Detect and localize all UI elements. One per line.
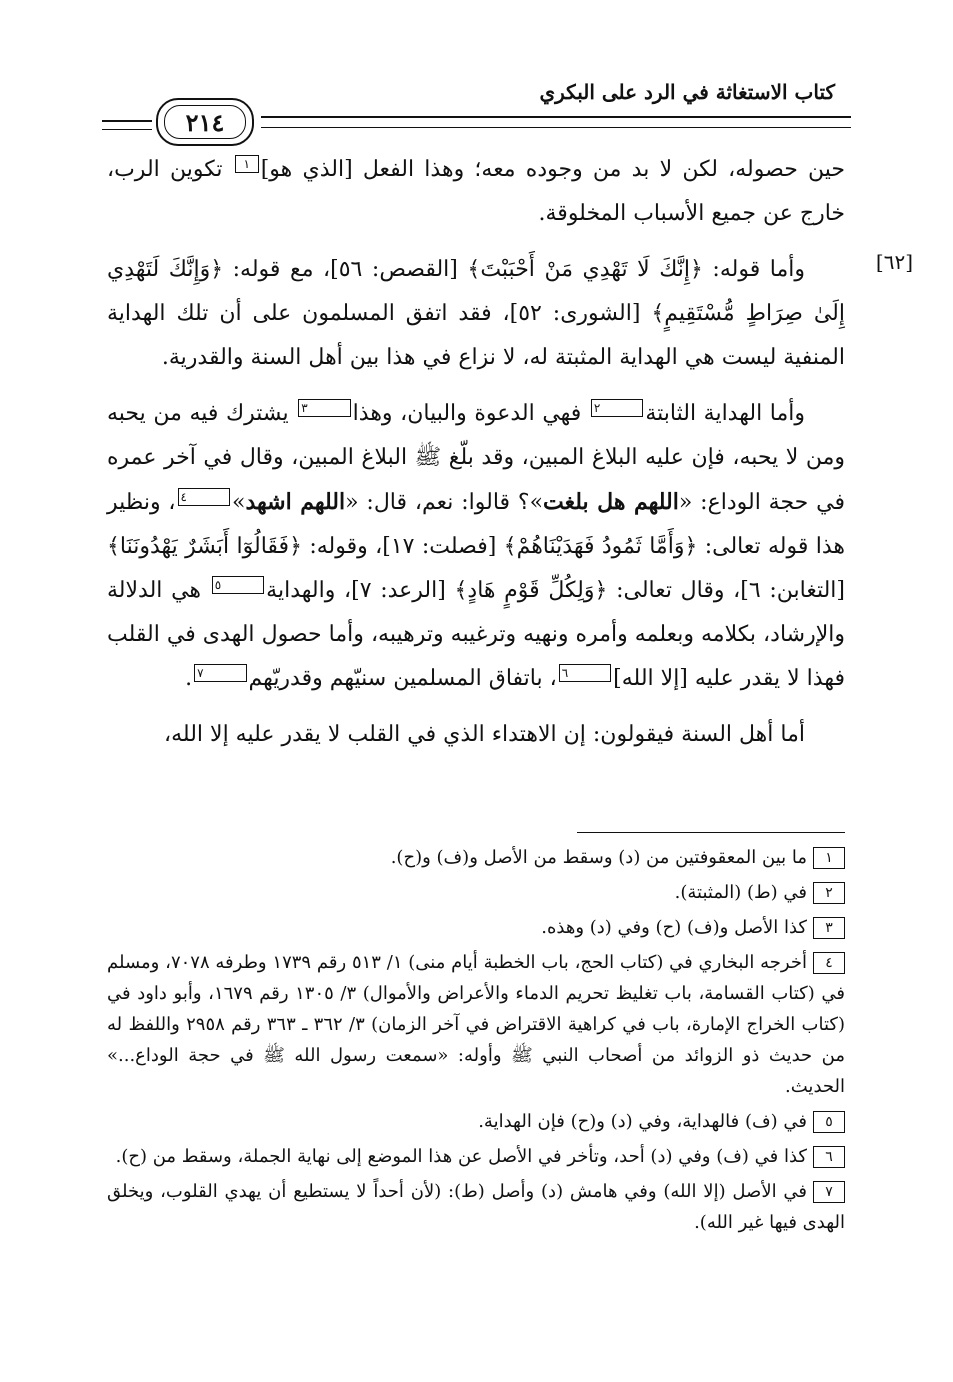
footnote-text: في (ف) فالهداية، وفي (د) و(ح) فإن الهداية. (478, 1111, 807, 1132)
footnote-5 (107, 1106, 845, 1137)
main-text (107, 148, 845, 769)
page-number: ٢١٤ (164, 105, 246, 139)
text-run: » (231, 490, 246, 515)
text-run: وأما الهداية الثابتة (645, 401, 805, 426)
hadith-quote: اللهم هل بلغت (543, 489, 679, 515)
paragraph-3 (107, 392, 845, 701)
footnote-ref[interactable]: ٤ (178, 488, 230, 506)
footnote-number: ٣ (813, 917, 845, 939)
footnote-ref[interactable]: ٧ (194, 664, 246, 682)
footnote-3 (107, 912, 845, 943)
running-header-title: كتاب الاستغاثة في الرد على البكري (539, 80, 835, 104)
footnote-text: أخرجه البخاري في (كتاب الحج، باب الخطبة أيام منى) ١/ ٥١٣ رقم ١٧٣٩ وطرفه ٧٠٧٨، ومسلم في (كتاب القسامة، باب تغليظ تحريم الدماء والأعراض والأموال) ٣/ ١٣٠٥ رقم ١٦٧٩، وأبو داود في (كتاب الخراج الإمارة، باب في كراهية الاقتراض في آخر الزمان) ٣/ ٣٦٢ ـ ٣٦٣ رقم ٢٩٥٨ واللفظ له من حديث ذو الزوائد من أصحاب النبي ﷺ وأوله: «سمعت رسول الله ﷺ في حجة الوداع...» الحديث. (107, 952, 845, 1097)
footnote-text: في (ط) (المثبتة). (674, 882, 807, 903)
footnote-1 (107, 842, 845, 873)
footnote-number: ٦ (813, 1146, 845, 1168)
footnote-text: كذا الأصل و(ف) (ح) وفي (د) وهذه. (541, 917, 807, 938)
footnote-text: في الأصل (إلا الله) وفي هامش (د) وأصل (ط): (لأن أحداً لا يستطيع أن يهدي القلوب، ويخلق الهدى فيها غير الله). (107, 1181, 845, 1233)
paragraph-2: وأما قوله: ﴿إِنَّكَ لَا تَهْدِي مَنْ أَحْبَبْتَ﴾ [القصص: ٥٦]، مع قوله: ﴿وَإِنَّكَ لَتَهْدِي إِلَىٰ صِرَاطٍ مُّسْتَقِيمٍ﴾ [الشورى: ٥٢]، فقد اتفق المسلمون على أن تلك الهداية المنفية ليست هي الهداية المثبتة له، لا نزاع في هذا بين أهل السنة والقدرية. (107, 257, 845, 370)
footnote-text: كذا في (ف) وفي (د) أحد، وتأخر في الأصل عن هذا الموضع إلى نهاية الجملة، وسقط من (ح). (115, 1146, 807, 1167)
footnote-ref[interactable]: ٢ (591, 399, 643, 417)
text-run: ، باتفاق المسلمين سنيّهم وقدريّهم (248, 666, 557, 691)
section-number: [٦٢] (875, 250, 913, 274)
footnote-ref[interactable]: ٣ (298, 399, 350, 417)
footnote-text: ما بين المعقوفتين من (د) وسقط من الأصل و(ف) و(ح). (390, 847, 807, 868)
footnote-number: ٤ (813, 952, 845, 974)
footnote-separator (577, 832, 845, 833)
text-run: يشترك فيه من يحبه ومن لا يحبه، فإن عليه البلاغ المبين، وقد بلّغ ﷺ البلاغ المبين، وقال في آخر عمره في حجة الوداع: « (107, 401, 845, 515)
text-run: »؟ قالوا: نعم، قال: « (345, 490, 544, 515)
footnote-ref[interactable]: ١ (235, 155, 259, 173)
text-run: . (185, 666, 193, 691)
header-rule-short (102, 120, 152, 130)
header-rule (261, 116, 851, 128)
paragraph-1 (107, 148, 845, 236)
footnote-number: ٥ (813, 1111, 845, 1133)
text-run: فهي الدعوة والبيان، وهذا (352, 401, 589, 426)
footnotes (107, 842, 845, 1242)
footnote-number: ١ (813, 847, 845, 869)
footnote-number: ٢ (813, 882, 845, 904)
footnote-2 (107, 877, 845, 908)
page-number-badge (156, 98, 254, 146)
footnote-ref[interactable]: ٦ (559, 664, 611, 682)
footnote-number: ٧ (813, 1181, 845, 1203)
hadith-quote: اللهم اشهد (245, 489, 346, 515)
text-run: ، ونظير هذا قوله تعالى: ﴿وَأَمَّا ثَمُودُ فَهَدَيْنَاهُمْ﴾ [فصلت: ١٧]، وقوله: ﴿فَقَالُوٓا أَبَشَرٌ يَهْدُونَنَا﴾ [التغابن: ٦]، وقال تعالى: ﴿وَلِكُلِّ قَوْمٍ هَادٍ﴾ [الرعد: ٧]، والهداية (107, 490, 845, 603)
text-run: حين حصوله، لكن لا بد من وجوده معه؛ وهذا الفعل [الذي هو] (260, 157, 845, 182)
paragraph-4: أما أهل السنة فيقولون: إن الاهتداء الذي في القلب لا يقدر عليه إلا الله، (164, 722, 805, 747)
footnote-4 (107, 947, 845, 1102)
text-run: هي الدلالة والإرشاد، بكلامه وبعلمه وأمره ونهيه وترغيبه وترهيبه، وأما حصول الهدى في القلب فهذا لا يقدر عليه [إلا الله] (107, 578, 845, 691)
footnote-ref[interactable]: ٥ (212, 576, 264, 594)
footnote-7 (107, 1176, 845, 1238)
footnote-6 (107, 1141, 845, 1172)
text-run: تكوين الرب، خارج عن جميع الأسباب المخلوقة. (107, 157, 845, 226)
